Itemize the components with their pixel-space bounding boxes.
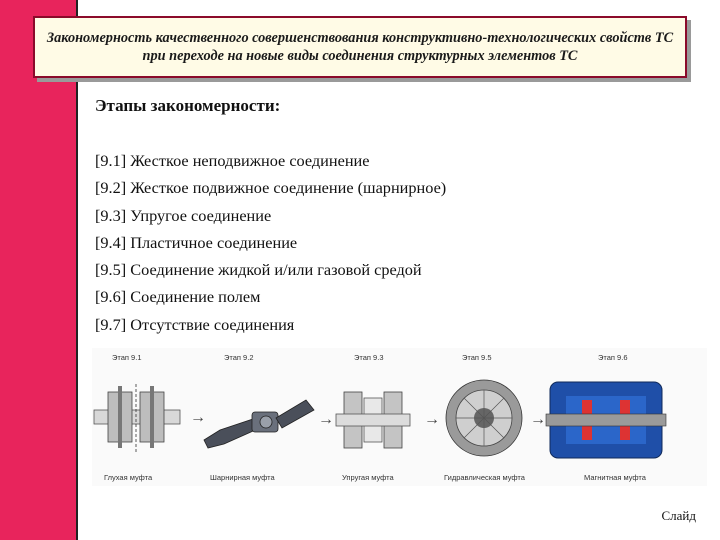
stage-caption-9-6: Магнитная муфта [584,473,646,482]
arrow-icon: → [530,411,546,428]
stage-tag-9-6: Этап 9.6 [598,353,628,362]
stage-caption-9-5: Гидравлическая муфта [444,473,525,482]
stage-item-9-2: [9.2] Жесткое подвижное соединение (шарнирное) [95,178,447,198]
stage-caption-9-2: Шарнирная муфта [210,473,275,482]
stage-tag-9-5: Этап 9.5 [462,353,492,362]
elastic-coupling-illustration [336,353,410,482]
stage-item-9-7: [9.7] Отсутствие соединения [95,314,295,334]
hydraulic-coupling-illustration [444,353,526,482]
section-heading: Этапы закономерности: [95,96,281,115]
stage-tag-9-1: Этап 9.1 [112,353,142,362]
stage-item-9-3: [9.3] Упругое соединение [95,205,272,225]
stage-list [95,147,446,338]
stage-item-9-6: [9.6] Соединение полем [95,287,261,307]
universal-joint-illustration [204,353,314,482]
coupling-figure-svg [92,348,707,486]
coupling-evolution-figure [92,348,707,486]
stage-caption-9-1: Глухая муфта [104,473,153,482]
stage-caption-9-3: Упругая муфта [342,473,394,482]
slide-footer: Слайд [661,508,696,523]
stage-item-9-4: [9.4] Пластичное соединение [95,232,298,252]
stage-tag-9-3: Этап 9.3 [354,353,384,362]
arrow-icon: → [424,411,440,428]
arrow-icon: → [190,409,206,426]
left-accent-band [0,0,78,540]
stage-item-9-1: [9.1] Жесткое неподвижное соединение [95,151,370,170]
title-box [33,16,687,78]
stage-tag-9-2: Этап 9.2 [224,353,254,362]
stage-item-9-5: [9.5] Соединение жидкой и/или газовой средой [95,260,422,280]
arrow-icon: → [318,411,334,428]
rigid-coupling-illustration [94,353,180,482]
magnetic-coupling-illustration [546,353,666,482]
slide-title: Закономерность качественного совершенствования конструктивно-технологических свойств ТС при переходе на новые виды соединения структурных элементов ТС [46,30,674,64]
